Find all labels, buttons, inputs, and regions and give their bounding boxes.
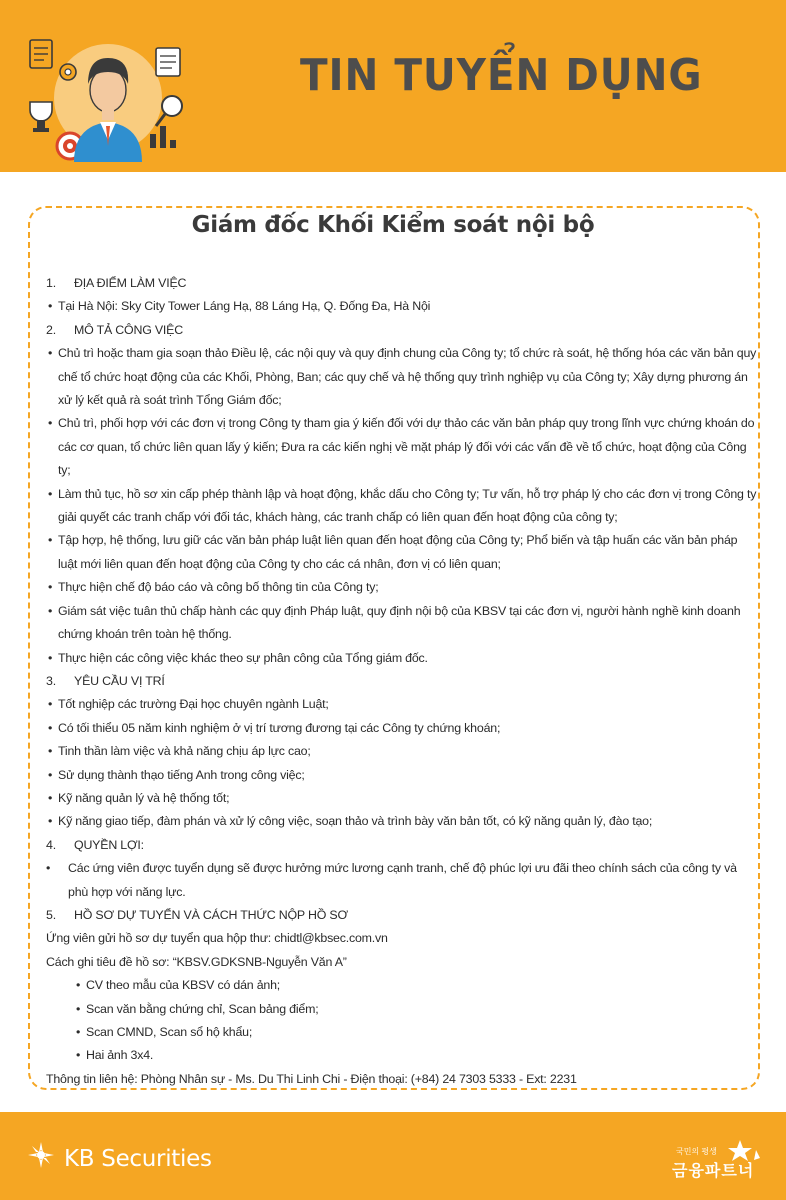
list-item: • Kỹ năng giao tiếp, đàm phán và xử lý công việc, soạn thảo và trình bày văn bản tốt, có kỹ năng quản lý, đào tạo; (46, 810, 758, 833)
list-item: • Sử dụng thành thạo tiếng Anh trong công việc; (46, 764, 758, 787)
page-title: TIN TUYỂN DỤNG (300, 50, 703, 101)
businessman-illustration-icon (22, 22, 192, 162)
brand-name: KB Securities (64, 1146, 212, 1172)
section-heading: 1. ĐỊA ĐIỂM LÀM VIỆC (46, 276, 187, 290)
list-item: • Tốt nghiệp các trường Đại học chuyên ngành Luật; (46, 693, 758, 716)
list-item: • Tinh thần làm việc và khả năng chịu áp lực cao; (46, 740, 758, 763)
apply-email-line: Ứng viên gửi hồ sơ dự tuyển qua hộp thư: chidtl@kbsec.com.vn (46, 931, 388, 946)
trophy-icon (30, 102, 52, 132)
kb-star-logo-icon (26, 1140, 56, 1170)
section-heading: 4. QUYỀN LỢI: (46, 837, 144, 852)
job-title: Giám đốc Khối Kiểm soát nội bộ (191, 212, 595, 238)
list-item: • Tại Hà Nội: Sky City Tower Láng Hạ, 88 Láng Hạ, Q. Đống Đa, Hà Nội (46, 295, 758, 318)
clipboard-icon (30, 40, 52, 68)
partner-slogan: 금융파트너 (672, 1163, 755, 1180)
contact-info: Thông tin liên hệ: Phòng Nhân sự - Ms. Du Thi Linh Chi - Điện thoại: (+84) 24 7303 5333 - Ext: 2231 (46, 1071, 577, 1086)
partner-slogan-small: 국민의 평생 (676, 1147, 717, 1156)
list-item: • Scan văn bằng chứng chỉ, Scan bảng điểm; (76, 998, 758, 1021)
list-item: • Thực hiện chế độ báo cáo và công bố thông tin của Công ty; (46, 576, 758, 599)
job-description (46, 272, 758, 1091)
list-item: • Thực hiện các công việc khác theo sự phân công của Tổng giám đốc. (46, 647, 758, 670)
section-heading: 3. YÊU CẦU VỊ TRÍ (46, 673, 165, 688)
list-item: • Kỹ năng quản lý và hệ thống tốt; (46, 787, 758, 810)
list-item: • Làm thủ tục, hồ sơ xin cấp phép thành lập và hoạt động, khắc dấu cho Công ty; Tư vấn, hỗ trợ pháp lý cho các đơn vị trong Công ty giải quyết các tranh chấp với đối tác, khách hàng, các tranh chấp có liên quan đến hoạt động của công ty; (46, 483, 758, 530)
apply-subject-line: Cách ghi tiêu đề hồ sơ: “KBSV.GDKSNB-Nguyễn Văn A” (46, 954, 347, 969)
list-item: • Hai ảnh 3x4. (76, 1044, 758, 1067)
list-item: • Giám sát việc tuân thủ chấp hành các quy định Pháp luật, quy định nội bộ của KBSV tại các đơn vị, người hành nghề kinh doanh chứng khoán trên toàn hệ thống. (46, 600, 758, 647)
list-item: • Các ứng viên được tuyển dụng sẽ được hưởng mức lương cạnh tranh, chế độ phúc lợi ưu đãi theo chính sách của công ty và phù hợp với năng lực. (46, 857, 758, 904)
section-heading: 2. MÔ TẢ CÔNG VIỆC (46, 322, 183, 337)
section-heading: 5. HỒ SƠ DỰ TUYỂN VÀ CÁCH THỨC NỘP HỒ SƠ (46, 907, 348, 922)
list-item: • Tập hợp, hệ thống, lưu giữ các văn bản pháp luật liên quan đến hoạt động của Công ty; Phổ biến và tập huấn các văn bản pháp luật mới liên quan đến hoạt động của Công ty cho các cá nhân, đơn vị có liên quan; (46, 529, 758, 576)
list-item: • Scan CMND, Scan sổ hộ khẩu; (76, 1021, 758, 1044)
chart-icon (156, 48, 180, 76)
list-item: • CV theo mẫu của KBSV có dán ảnh; (76, 974, 758, 997)
list-item: • Chủ trì hoặc tham gia soạn thảo Điều lệ, các nội quy và quy định chung của Công ty; tổ chức rà soát, hệ thống hóa các văn bản quy chế tổ chức hoạt động của các Khối, Phòng, Ban; các quy chế và hệ thống quy trình nghiệp vụ của Công ty; Xây dựng phương án xử lý kết quả rà soát trình Tổng Giám đốc; (46, 342, 758, 412)
list-item: • Có tối thiểu 05 năm kinh nghiệm ở vị trí tương đương tại các Công ty chứng khoán; (46, 717, 758, 740)
gear-icon (60, 64, 76, 80)
document-list (46, 974, 758, 1068)
list-item: • Chủ trì, phối hợp với các đơn vị trong Công ty tham gia ý kiến đối với dự thảo các văn bản pháp quy trong lĩnh vực chứng khoán do các cơ quan, tổ chức liên quan lấy ý kiến; Đưa ra các kiến nghị về mặt pháp lý đối với các vấn đề về tổ chức, hoạt động của Công ty; (46, 412, 758, 482)
